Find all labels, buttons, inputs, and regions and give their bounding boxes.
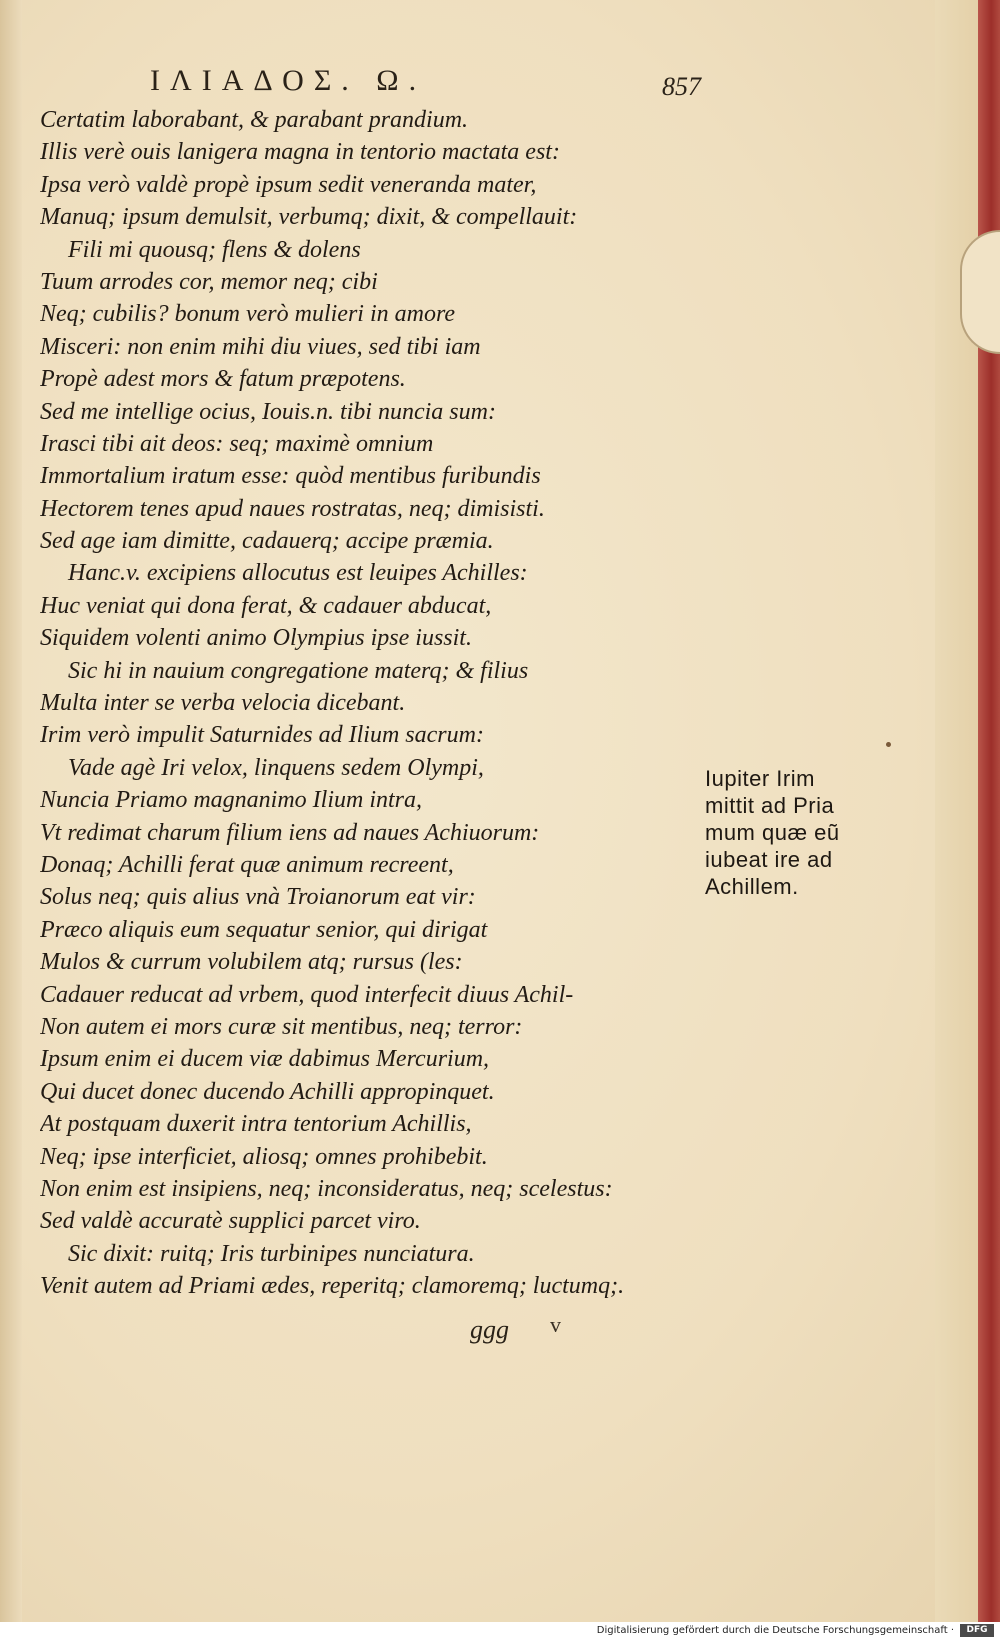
text-line: Immortalium iratum esse: quòd mentibus furibundis	[40, 463, 541, 490]
marginal-note	[705, 765, 875, 900]
marginal-note-line: Iupiter Irim	[705, 766, 815, 791]
text-line: Cadauer reducat ad vrbem, quod interfecit diuus Achil-	[40, 981, 574, 1008]
text-line: Vade agè Iri velox, linquens sedem Olympi,	[68, 754, 484, 781]
text-line: Vt redimat charum filium iens ad naues Achiuorum:	[40, 819, 540, 846]
text-line: Illis verè ouis lanigera magna in tentorio mactata est:	[40, 139, 560, 166]
marginal-note-line: mittit ad Pria	[705, 793, 835, 818]
text-line: At postquam duxerit intra tentorium Achillis,	[40, 1111, 472, 1138]
text-line: Non enim est insipiens, neq; inconsideratus, neq; scelestus:	[40, 1175, 613, 1202]
text-line: Sic hi in nauium congregatione materq; & filius	[68, 657, 529, 684]
text-line: Neq; ipse interficiet, aliosq; omnes prohibebit.	[40, 1143, 488, 1170]
text-line: Hanc.v. excipiens allocutus est leuipes Achilles:	[68, 560, 528, 587]
text-line: Sed me intellige ocius, Iouis.n. tibi nuncia sum:	[40, 398, 496, 425]
text-line: Irim verò impulit Saturnides ad Ilium sacrum:	[40, 722, 484, 749]
running-head: ΙΛΙΑΔΟΣ. Ω.	[150, 64, 427, 97]
text-line: Sic dixit: ruitq; Iris turbinipes nunciatura.	[68, 1240, 475, 1267]
text-line: Qui ducet donec ducendo Achilli appropinquet.	[40, 1078, 495, 1105]
text-line: Ipsum enim ei ducem viæ dabimus Mercurium,	[40, 1046, 490, 1073]
catchword-mark: v	[550, 1312, 561, 1337]
text-line: Neq; cubilis? bonum verò mulieri in amore	[40, 301, 456, 328]
latin-text-block	[40, 104, 700, 1302]
text-line: Siquidem volenti animo Olympius ipse iussit.	[40, 625, 472, 652]
page-number: 857	[662, 72, 701, 101]
text-line: Non autem ei mors curæ sit mentibus, neq; terror:	[40, 1013, 523, 1040]
text-line: Propè adest mors & fatum præpotens.	[40, 366, 406, 393]
text-line: Venit autem ad Priami ædes, reperitq; clamoremq; luctumq;.	[40, 1273, 625, 1300]
text-line: Donaq; Achilli ferat quæ animum recreent,	[40, 851, 454, 878]
text-line: Manuq; ipsum demulsit, verbumq; dixit, & compellauit:	[40, 204, 578, 231]
dfg-logo: DFG	[960, 1624, 994, 1637]
gutter-shadow	[0, 0, 22, 1622]
text-line: Multa inter se verba veloсia dicebant.	[40, 690, 406, 717]
marginal-note-line: iubeat ire ad	[705, 847, 833, 872]
text-line: Hectorem tenes apud naues rostratas, neq; dimisisti.	[40, 495, 545, 522]
text-line: Irasci tibi ait deos: seq; maximè omnium	[40, 430, 434, 457]
digitization-credit: Digitalisierung gefördert durch die Deutsche Forschungsgemeinschaft ·	[596, 1625, 954, 1636]
signature-mark: ggg	[470, 1315, 509, 1344]
marginal-note-line: mum quæ eũ	[705, 820, 840, 845]
text-line: Misceri: non enim mihi diu viues, sed tibi iam	[40, 333, 481, 360]
marginal-note-line: Achillem.	[705, 874, 799, 899]
text-line: Certatim laborabant, & parabant prandium.	[40, 107, 469, 133]
page-tab-notch	[960, 230, 1000, 354]
text-line: Nuncia Priamo magnanimo Ilium intra,	[40, 787, 422, 814]
text-line: Sed valdè accuratè supplici parcet viro.	[40, 1208, 421, 1235]
text-line: Sed age iam dimitte, cadauerq; accipe præmia.	[40, 528, 494, 555]
text-line: Præco aliquis eum sequatur senior, qui dirigat	[40, 916, 488, 943]
text-line: Fili mi quousq; flens & dolens	[68, 236, 361, 263]
text-line: Mulos & currum volubilem atq; rursus (les:	[40, 949, 463, 976]
text-line: Huc veniat qui dona ferat, & cadauer abducat,	[40, 592, 492, 619]
paper-speck	[886, 742, 891, 747]
text-line: Tuum arrodes cor, memor neq; cibi	[40, 268, 378, 295]
text-line: Solus neq; quis alius vnà Troianorum eat vir:	[40, 884, 476, 911]
text-line: Ipsa verò valdè propè ipsum sedit veneranda mater,	[40, 171, 537, 198]
